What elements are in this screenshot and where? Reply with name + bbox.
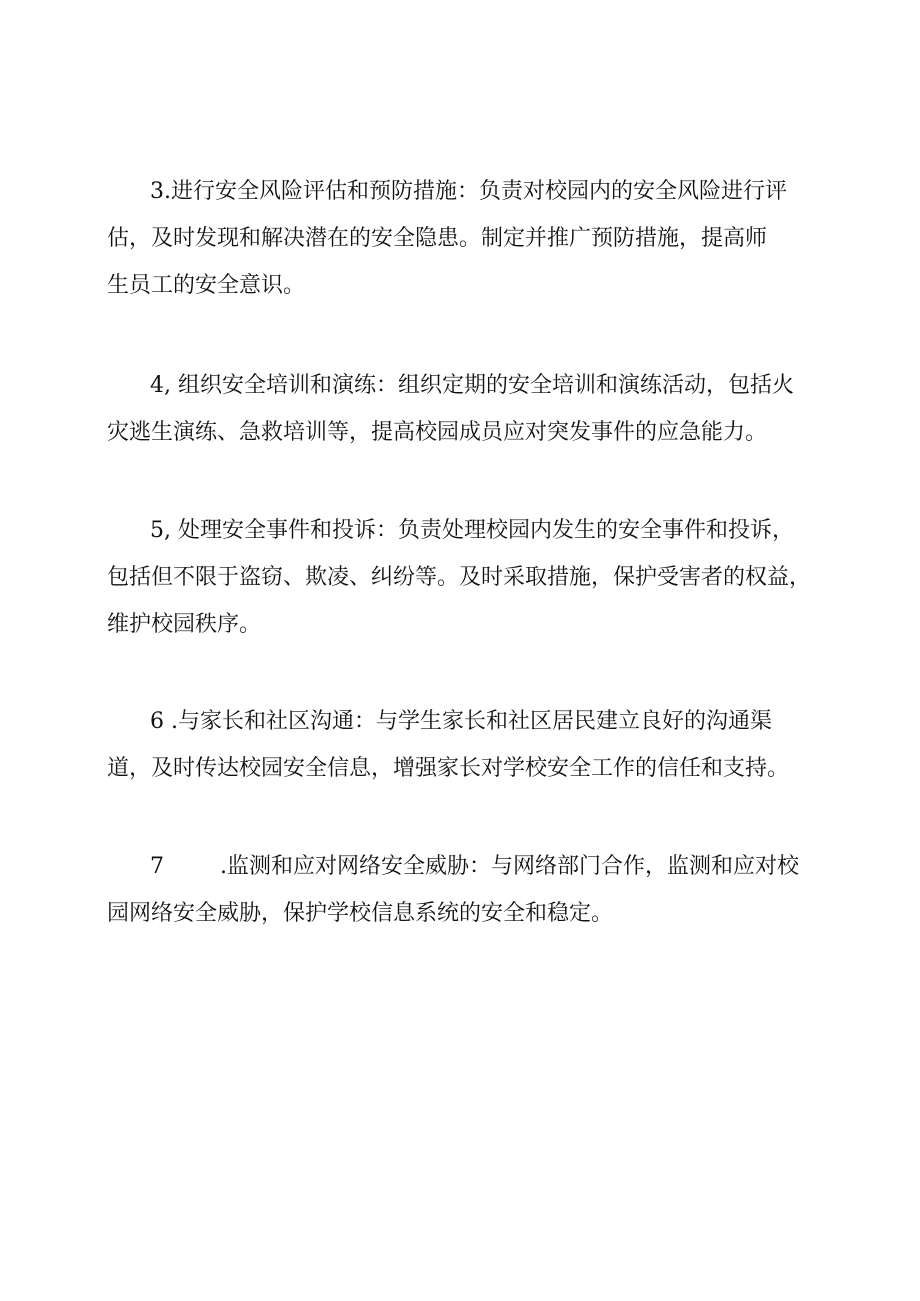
paragraph-item-7 [107,843,837,937]
paragraph-item-5 [107,507,837,648]
paragraph-line: 3.进行安全风险评估和预防措施：负责对校园内的安全风险进行评 [150,179,787,204]
paragraph-line: 道，及时传达校园安全信息，增强家长对学校安全工作的信任和支持。 [107,756,790,781]
paragraph-first-line [107,843,837,890]
paragraph-line: 4, 组织安全培训和演练：组织定期的安全培训和演练活动，包括火 [150,373,794,398]
paragraph-line-text: .监测和应对网络安全威胁：与网络部门合作，监测和应对校 [220,854,799,879]
paragraph-line: 生员工的安全意识。 [107,273,306,298]
paragraph-item-6 [107,698,837,792]
paragraph-item-4 [107,362,837,456]
paragraph-line: 6 .与家长和社区沟通：与学生家长和社区居民建立良好的沟通渠 [150,709,772,734]
paragraph-number: 7 [150,854,164,879]
paragraph-line: 5, 处理安全事件和投诉：负责处理校园内发生的安全事件和投诉， [150,518,794,543]
paragraph-line: 维护校园秩序。 [107,612,262,637]
paragraph-item-3 [107,168,837,309]
paragraph-line: 估，及时发现和解决潜在的安全隐患。制定并推广预防措施，提高师 [107,226,768,251]
paragraph-line: 包括但不限于盗窃、欺凌、纠纷等。及时采取措施，保护受害者的权益， [107,565,812,590]
paragraph-line: 园网络安全威胁，保护学校信息系统的安全和稳定。 [107,901,614,926]
paragraph-line: 灾逃生演练、急救培训等，提高校园成员应对突发事件的应急能力。 [107,420,768,445]
